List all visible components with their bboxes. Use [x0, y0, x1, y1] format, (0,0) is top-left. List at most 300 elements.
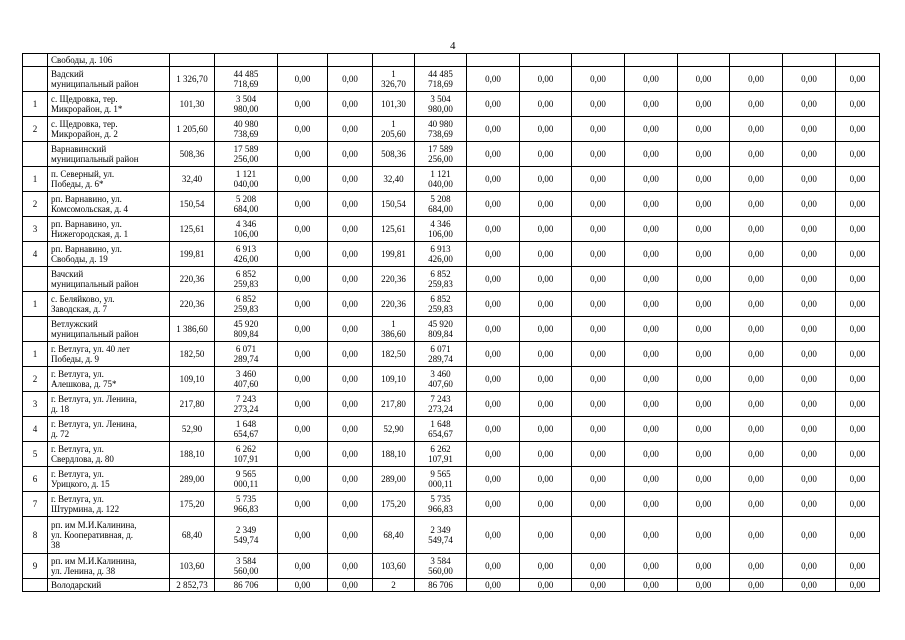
- value-cell: 0,00: [572, 267, 625, 292]
- value-cell: [836, 54, 880, 67]
- value-cell: 5 208 684,00: [415, 192, 467, 217]
- value-cell: 0,00: [328, 267, 373, 292]
- value-cell: 0,00: [520, 267, 572, 292]
- value-cell: [730, 54, 783, 67]
- value-cell: 68,40: [373, 517, 415, 554]
- address-cell: рп. им М.И.Калинина, ул. Ленина, д. 38: [48, 554, 170, 579]
- value-cell: 289,00: [170, 467, 215, 492]
- value-cell: 0,00: [328, 167, 373, 192]
- value-cell: 0,00: [278, 142, 328, 167]
- row-number-cell: 3: [23, 217, 48, 242]
- value-cell: 0,00: [678, 67, 730, 92]
- value-cell: 0,00: [520, 167, 572, 192]
- value-cell: 0,00: [572, 579, 625, 592]
- value-cell: [215, 54, 278, 67]
- value-cell: 0,00: [678, 492, 730, 517]
- value-cell: 0,00: [783, 92, 836, 117]
- value-cell: 0,00: [467, 467, 520, 492]
- value-cell: 7 243 273,24: [415, 392, 467, 417]
- table-row: [23, 517, 880, 554]
- value-cell: 6 852 259,83: [215, 267, 278, 292]
- value-cell: 2: [373, 579, 415, 592]
- value-cell: 0,00: [678, 317, 730, 342]
- value-cell: 199,81: [170, 242, 215, 267]
- value-cell: 0,00: [625, 442, 678, 467]
- value-cell: 109,10: [373, 367, 415, 392]
- value-cell: 1 648 654,67: [415, 417, 467, 442]
- value-cell: 32,40: [373, 167, 415, 192]
- value-cell: 0,00: [783, 292, 836, 317]
- value-cell: 0,00: [783, 117, 836, 142]
- value-cell: 0,00: [783, 317, 836, 342]
- value-cell: 0,00: [730, 579, 783, 592]
- value-cell: 0,00: [572, 192, 625, 217]
- value-cell: 0,00: [467, 292, 520, 317]
- value-cell: 0,00: [572, 142, 625, 167]
- address-cell: г. Ветлуга, ул. 40 лет Победы, д. 9: [48, 342, 170, 367]
- table-row: [23, 579, 880, 592]
- value-cell: 0,00: [730, 292, 783, 317]
- value-cell: [278, 54, 328, 67]
- table-row: [23, 92, 880, 117]
- table-row: [23, 117, 880, 142]
- value-cell: 0,00: [520, 67, 572, 92]
- value-cell: 0,00: [730, 554, 783, 579]
- value-cell: 0,00: [278, 367, 328, 392]
- value-cell: 508,36: [170, 142, 215, 167]
- value-cell: 0,00: [467, 142, 520, 167]
- value-cell: 2 349 549,74: [215, 517, 278, 554]
- value-cell: 0,00: [328, 192, 373, 217]
- value-cell: 0,00: [836, 442, 880, 467]
- address-cell: рп. Варнавино, ул. Нижегородская, д. 1: [48, 217, 170, 242]
- value-cell: 1 386,60: [373, 317, 415, 342]
- value-cell: 0,00: [678, 267, 730, 292]
- value-cell: 0,00: [730, 392, 783, 417]
- value-cell: 0,00: [572, 117, 625, 142]
- value-cell: 0,00: [572, 292, 625, 317]
- value-cell: 0,00: [572, 317, 625, 342]
- value-cell: 17 589 256,00: [415, 142, 467, 167]
- value-cell: 103,60: [170, 554, 215, 579]
- value-cell: 0,00: [730, 67, 783, 92]
- value-cell: 0,00: [328, 517, 373, 554]
- value-cell: 220,36: [373, 292, 415, 317]
- table-row: [23, 142, 880, 167]
- value-cell: 0,00: [836, 142, 880, 167]
- value-cell: 3 584 560,00: [215, 554, 278, 579]
- value-cell: 0,00: [836, 292, 880, 317]
- value-cell: 0,00: [467, 317, 520, 342]
- value-cell: 0,00: [836, 67, 880, 92]
- table-row: [23, 292, 880, 317]
- value-cell: 9 565 000,11: [215, 467, 278, 492]
- table-row: [23, 392, 880, 417]
- value-cell: 0,00: [625, 492, 678, 517]
- value-cell: 0,00: [836, 417, 880, 442]
- value-cell: 0,00: [783, 142, 836, 167]
- value-cell: 0,00: [278, 392, 328, 417]
- table-row: [23, 167, 880, 192]
- value-cell: 0,00: [625, 367, 678, 392]
- value-cell: 0,00: [678, 442, 730, 467]
- value-cell: 0,00: [328, 217, 373, 242]
- address-cell: рп. Варнавино, ул. Комсомольская, д. 4: [48, 192, 170, 217]
- value-cell: 0,00: [278, 517, 328, 554]
- value-cell: 0,00: [730, 517, 783, 554]
- value-cell: 0,00: [328, 117, 373, 142]
- address-cell: г. Ветлуга, ул. Ленина, д. 72: [48, 417, 170, 442]
- row-number-cell: 2: [23, 367, 48, 392]
- value-cell: 0,00: [730, 242, 783, 267]
- value-cell: 0,00: [730, 442, 783, 467]
- value-cell: 0,00: [328, 492, 373, 517]
- value-cell: 0,00: [467, 367, 520, 392]
- value-cell: 6 071 289,74: [215, 342, 278, 367]
- value-cell: 0,00: [836, 367, 880, 392]
- value-cell: 0,00: [625, 217, 678, 242]
- value-cell: 0,00: [678, 242, 730, 267]
- row-number-cell: [23, 67, 48, 92]
- value-cell: 0,00: [467, 92, 520, 117]
- address-cell: с. Щедровка, тер. Микрорайон, д. 1*: [48, 92, 170, 117]
- value-cell: 0,00: [783, 67, 836, 92]
- table-row: [23, 554, 880, 579]
- value-cell: 0,00: [730, 417, 783, 442]
- value-cell: 0,00: [520, 417, 572, 442]
- value-cell: 150,54: [373, 192, 415, 217]
- value-cell: 0,00: [836, 92, 880, 117]
- value-cell: [415, 54, 467, 67]
- value-cell: 0,00: [467, 192, 520, 217]
- address-cell: Вачский муниципальный район: [48, 267, 170, 292]
- value-cell: 0,00: [278, 267, 328, 292]
- value-cell: 199,81: [373, 242, 415, 267]
- value-cell: 0,00: [520, 117, 572, 142]
- value-cell: 40 980 738,69: [215, 117, 278, 142]
- value-cell: 0,00: [678, 292, 730, 317]
- value-cell: 0,00: [678, 192, 730, 217]
- value-cell: 0,00: [467, 342, 520, 367]
- value-cell: 0,00: [467, 517, 520, 554]
- value-cell: 0,00: [783, 442, 836, 467]
- value-cell: [625, 54, 678, 67]
- value-cell: 0,00: [328, 67, 373, 92]
- table-row: [23, 367, 880, 392]
- row-number-cell: [23, 267, 48, 292]
- value-cell: 103,60: [373, 554, 415, 579]
- value-cell: 2 852,73: [170, 579, 215, 592]
- value-cell: 0,00: [730, 267, 783, 292]
- address-cell: рп. Варнавино, ул. Свободы, д. 19: [48, 242, 170, 267]
- value-cell: 0,00: [625, 92, 678, 117]
- value-cell: 5 735 966,83: [215, 492, 278, 517]
- value-cell: 0,00: [783, 517, 836, 554]
- value-cell: 4 346 106,00: [415, 217, 467, 242]
- value-cell: 0,00: [783, 579, 836, 592]
- value-cell: 0,00: [328, 292, 373, 317]
- value-cell: 0,00: [467, 117, 520, 142]
- value-cell: 0,00: [467, 67, 520, 92]
- value-cell: 1 205,60: [373, 117, 415, 142]
- value-cell: 0,00: [328, 467, 373, 492]
- value-cell: 0,00: [520, 554, 572, 579]
- value-cell: 0,00: [278, 167, 328, 192]
- value-cell: 0,00: [572, 242, 625, 267]
- value-cell: 0,00: [836, 242, 880, 267]
- value-cell: 0,00: [572, 417, 625, 442]
- row-number-cell: 1: [23, 92, 48, 117]
- value-cell: 0,00: [572, 92, 625, 117]
- value-cell: 6 262 107,91: [415, 442, 467, 467]
- value-cell: [678, 54, 730, 67]
- value-cell: 0,00: [678, 467, 730, 492]
- address-cell: Володарский: [48, 579, 170, 592]
- value-cell: 0,00: [328, 442, 373, 467]
- value-cell: 1 121 040,00: [215, 167, 278, 192]
- value-cell: 125,61: [170, 217, 215, 242]
- value-cell: 0,00: [730, 167, 783, 192]
- value-cell: 0,00: [783, 167, 836, 192]
- value-cell: 0,00: [625, 467, 678, 492]
- row-number-cell: 7: [23, 492, 48, 517]
- value-cell: 0,00: [520, 442, 572, 467]
- value-cell: 0,00: [572, 492, 625, 517]
- table-row: [23, 54, 880, 67]
- value-cell: 52,90: [170, 417, 215, 442]
- value-cell: 0,00: [836, 492, 880, 517]
- value-cell: 0,00: [625, 267, 678, 292]
- value-cell: 0,00: [520, 467, 572, 492]
- value-cell: 0,00: [520, 392, 572, 417]
- value-cell: 0,00: [572, 554, 625, 579]
- table-row: [23, 492, 880, 517]
- value-cell: 0,00: [836, 217, 880, 242]
- value-cell: 45 920 809,84: [415, 317, 467, 342]
- value-cell: 175,20: [170, 492, 215, 517]
- value-cell: 0,00: [783, 267, 836, 292]
- value-cell: 0,00: [278, 67, 328, 92]
- value-cell: 0,00: [572, 442, 625, 467]
- address-cell: рп. им М.И.Калинина, ул. Кооперативная, д. 38: [48, 517, 170, 554]
- row-number-cell: 5: [23, 442, 48, 467]
- row-number-cell: 4: [23, 417, 48, 442]
- value-cell: 0,00: [783, 342, 836, 367]
- housing-table: [22, 53, 880, 592]
- value-cell: [170, 54, 215, 67]
- value-cell: 52,90: [373, 417, 415, 442]
- value-cell: 0,00: [572, 467, 625, 492]
- value-cell: [373, 54, 415, 67]
- table-row: [23, 417, 880, 442]
- value-cell: 0,00: [625, 342, 678, 367]
- value-cell: 40 980 738,69: [415, 117, 467, 142]
- row-number-cell: [23, 317, 48, 342]
- value-cell: 0,00: [730, 92, 783, 117]
- value-cell: 6 852 259,83: [415, 267, 467, 292]
- value-cell: 220,36: [170, 292, 215, 317]
- value-cell: 0,00: [467, 579, 520, 592]
- address-cell: с. Беляйково, ул. Заводская, д. 7: [48, 292, 170, 317]
- value-cell: 0,00: [678, 367, 730, 392]
- value-cell: 0,00: [467, 554, 520, 579]
- value-cell: [783, 54, 836, 67]
- value-cell: 6 852 259,83: [215, 292, 278, 317]
- value-cell: 5 208 684,00: [215, 192, 278, 217]
- value-cell: 0,00: [278, 192, 328, 217]
- row-number-cell: [23, 579, 48, 592]
- row-number-cell: 4: [23, 242, 48, 267]
- value-cell: 0,00: [625, 417, 678, 442]
- value-cell: 0,00: [328, 367, 373, 392]
- row-number-cell: 6: [23, 467, 48, 492]
- value-cell: 0,00: [783, 242, 836, 267]
- value-cell: 0,00: [783, 492, 836, 517]
- value-cell: 6 071 289,74: [415, 342, 467, 367]
- value-cell: 0,00: [278, 92, 328, 117]
- value-cell: 0,00: [730, 367, 783, 392]
- value-cell: 0,00: [278, 579, 328, 592]
- table-row: [23, 442, 880, 467]
- value-cell: 5 735 966,83: [415, 492, 467, 517]
- value-cell: 0,00: [625, 317, 678, 342]
- value-cell: 0,00: [520, 92, 572, 117]
- value-cell: 0,00: [278, 467, 328, 492]
- value-cell: 188,10: [170, 442, 215, 467]
- value-cell: 0,00: [625, 579, 678, 592]
- value-cell: 0,00: [783, 417, 836, 442]
- value-cell: 0,00: [278, 554, 328, 579]
- value-cell: 0,00: [520, 217, 572, 242]
- row-number-cell: 1: [23, 292, 48, 317]
- value-cell: 0,00: [730, 317, 783, 342]
- row-number-cell: 1: [23, 167, 48, 192]
- value-cell: 44 485 718,69: [215, 67, 278, 92]
- value-cell: 175,20: [373, 492, 415, 517]
- value-cell: 0,00: [836, 117, 880, 142]
- address-cell: Свободы, д. 106: [48, 54, 170, 67]
- value-cell: 0,00: [467, 417, 520, 442]
- table-row: [23, 317, 880, 342]
- value-cell: 0,00: [678, 579, 730, 592]
- value-cell: 0,00: [467, 167, 520, 192]
- value-cell: [328, 54, 373, 67]
- value-cell: 0,00: [520, 142, 572, 167]
- value-cell: 0,00: [678, 342, 730, 367]
- value-cell: 0,00: [467, 442, 520, 467]
- table-row: [23, 217, 880, 242]
- row-number-cell: 9: [23, 554, 48, 579]
- value-cell: 6 913 426,00: [215, 242, 278, 267]
- value-cell: 0,00: [520, 342, 572, 367]
- value-cell: 0,00: [572, 392, 625, 417]
- table-row: [23, 242, 880, 267]
- value-cell: 32,40: [170, 167, 215, 192]
- value-cell: 0,00: [625, 517, 678, 554]
- value-cell: 0,00: [328, 342, 373, 367]
- value-cell: 3 504 980,00: [215, 92, 278, 117]
- value-cell: 1 326,70: [373, 67, 415, 92]
- value-cell: 0,00: [278, 217, 328, 242]
- value-cell: 0,00: [678, 554, 730, 579]
- value-cell: 0,00: [520, 317, 572, 342]
- value-cell: 0,00: [730, 492, 783, 517]
- value-cell: 0,00: [572, 217, 625, 242]
- value-cell: 0,00: [625, 117, 678, 142]
- value-cell: 0,00: [328, 579, 373, 592]
- value-cell: 0,00: [328, 92, 373, 117]
- value-cell: 0,00: [783, 467, 836, 492]
- value-cell: 0,00: [678, 517, 730, 554]
- table-row: [23, 67, 880, 92]
- value-cell: 0,00: [730, 117, 783, 142]
- value-cell: 3 504 980,00: [415, 92, 467, 117]
- value-cell: 220,36: [373, 267, 415, 292]
- row-number-cell: 8: [23, 517, 48, 554]
- address-cell: п. Северный, ул. Победы, д. 6*: [48, 167, 170, 192]
- value-cell: 188,10: [373, 442, 415, 467]
- value-cell: 0,00: [678, 142, 730, 167]
- value-cell: 7 243 273,24: [215, 392, 278, 417]
- value-cell: [520, 54, 572, 67]
- value-cell: 0,00: [467, 242, 520, 267]
- value-cell: 1 386,60: [170, 317, 215, 342]
- row-number-cell: [23, 54, 48, 67]
- value-cell: 17 589 256,00: [215, 142, 278, 167]
- table-row: [23, 192, 880, 217]
- value-cell: 0,00: [520, 579, 572, 592]
- value-cell: 0,00: [572, 67, 625, 92]
- value-cell: 0,00: [730, 342, 783, 367]
- address-cell: г. Ветлуга, ул. Ленина, д. 18: [48, 392, 170, 417]
- value-cell: 0,00: [328, 142, 373, 167]
- value-cell: 125,61: [373, 217, 415, 242]
- table-row: [23, 342, 880, 367]
- value-cell: 217,80: [373, 392, 415, 417]
- value-cell: 0,00: [836, 517, 880, 554]
- value-cell: 0,00: [467, 392, 520, 417]
- row-number-cell: 3: [23, 392, 48, 417]
- value-cell: 0,00: [328, 392, 373, 417]
- value-cell: 0,00: [467, 267, 520, 292]
- value-cell: 0,00: [278, 342, 328, 367]
- value-cell: 1 326,70: [170, 67, 215, 92]
- value-cell: 1 648 654,67: [215, 417, 278, 442]
- value-cell: 45 920 809,84: [215, 317, 278, 342]
- value-cell: 6 913 426,00: [415, 242, 467, 267]
- value-cell: 44 485 718,69: [415, 67, 467, 92]
- row-number-cell: 2: [23, 192, 48, 217]
- value-cell: 182,50: [373, 342, 415, 367]
- value-cell: 0,00: [328, 317, 373, 342]
- value-cell: 0,00: [520, 192, 572, 217]
- value-cell: 0,00: [625, 142, 678, 167]
- value-cell: 0,00: [328, 242, 373, 267]
- value-cell: 0,00: [678, 92, 730, 117]
- value-cell: 0,00: [836, 392, 880, 417]
- page-number: 4: [450, 40, 456, 52]
- value-cell: 101,30: [373, 92, 415, 117]
- value-cell: 0,00: [730, 217, 783, 242]
- value-cell: 0,00: [572, 167, 625, 192]
- value-cell: 3 460 407,60: [215, 367, 278, 392]
- value-cell: 0,00: [625, 292, 678, 317]
- value-cell: 0,00: [730, 192, 783, 217]
- value-cell: 0,00: [520, 492, 572, 517]
- value-cell: 0,00: [836, 167, 880, 192]
- value-cell: 0,00: [836, 467, 880, 492]
- value-cell: 0,00: [678, 392, 730, 417]
